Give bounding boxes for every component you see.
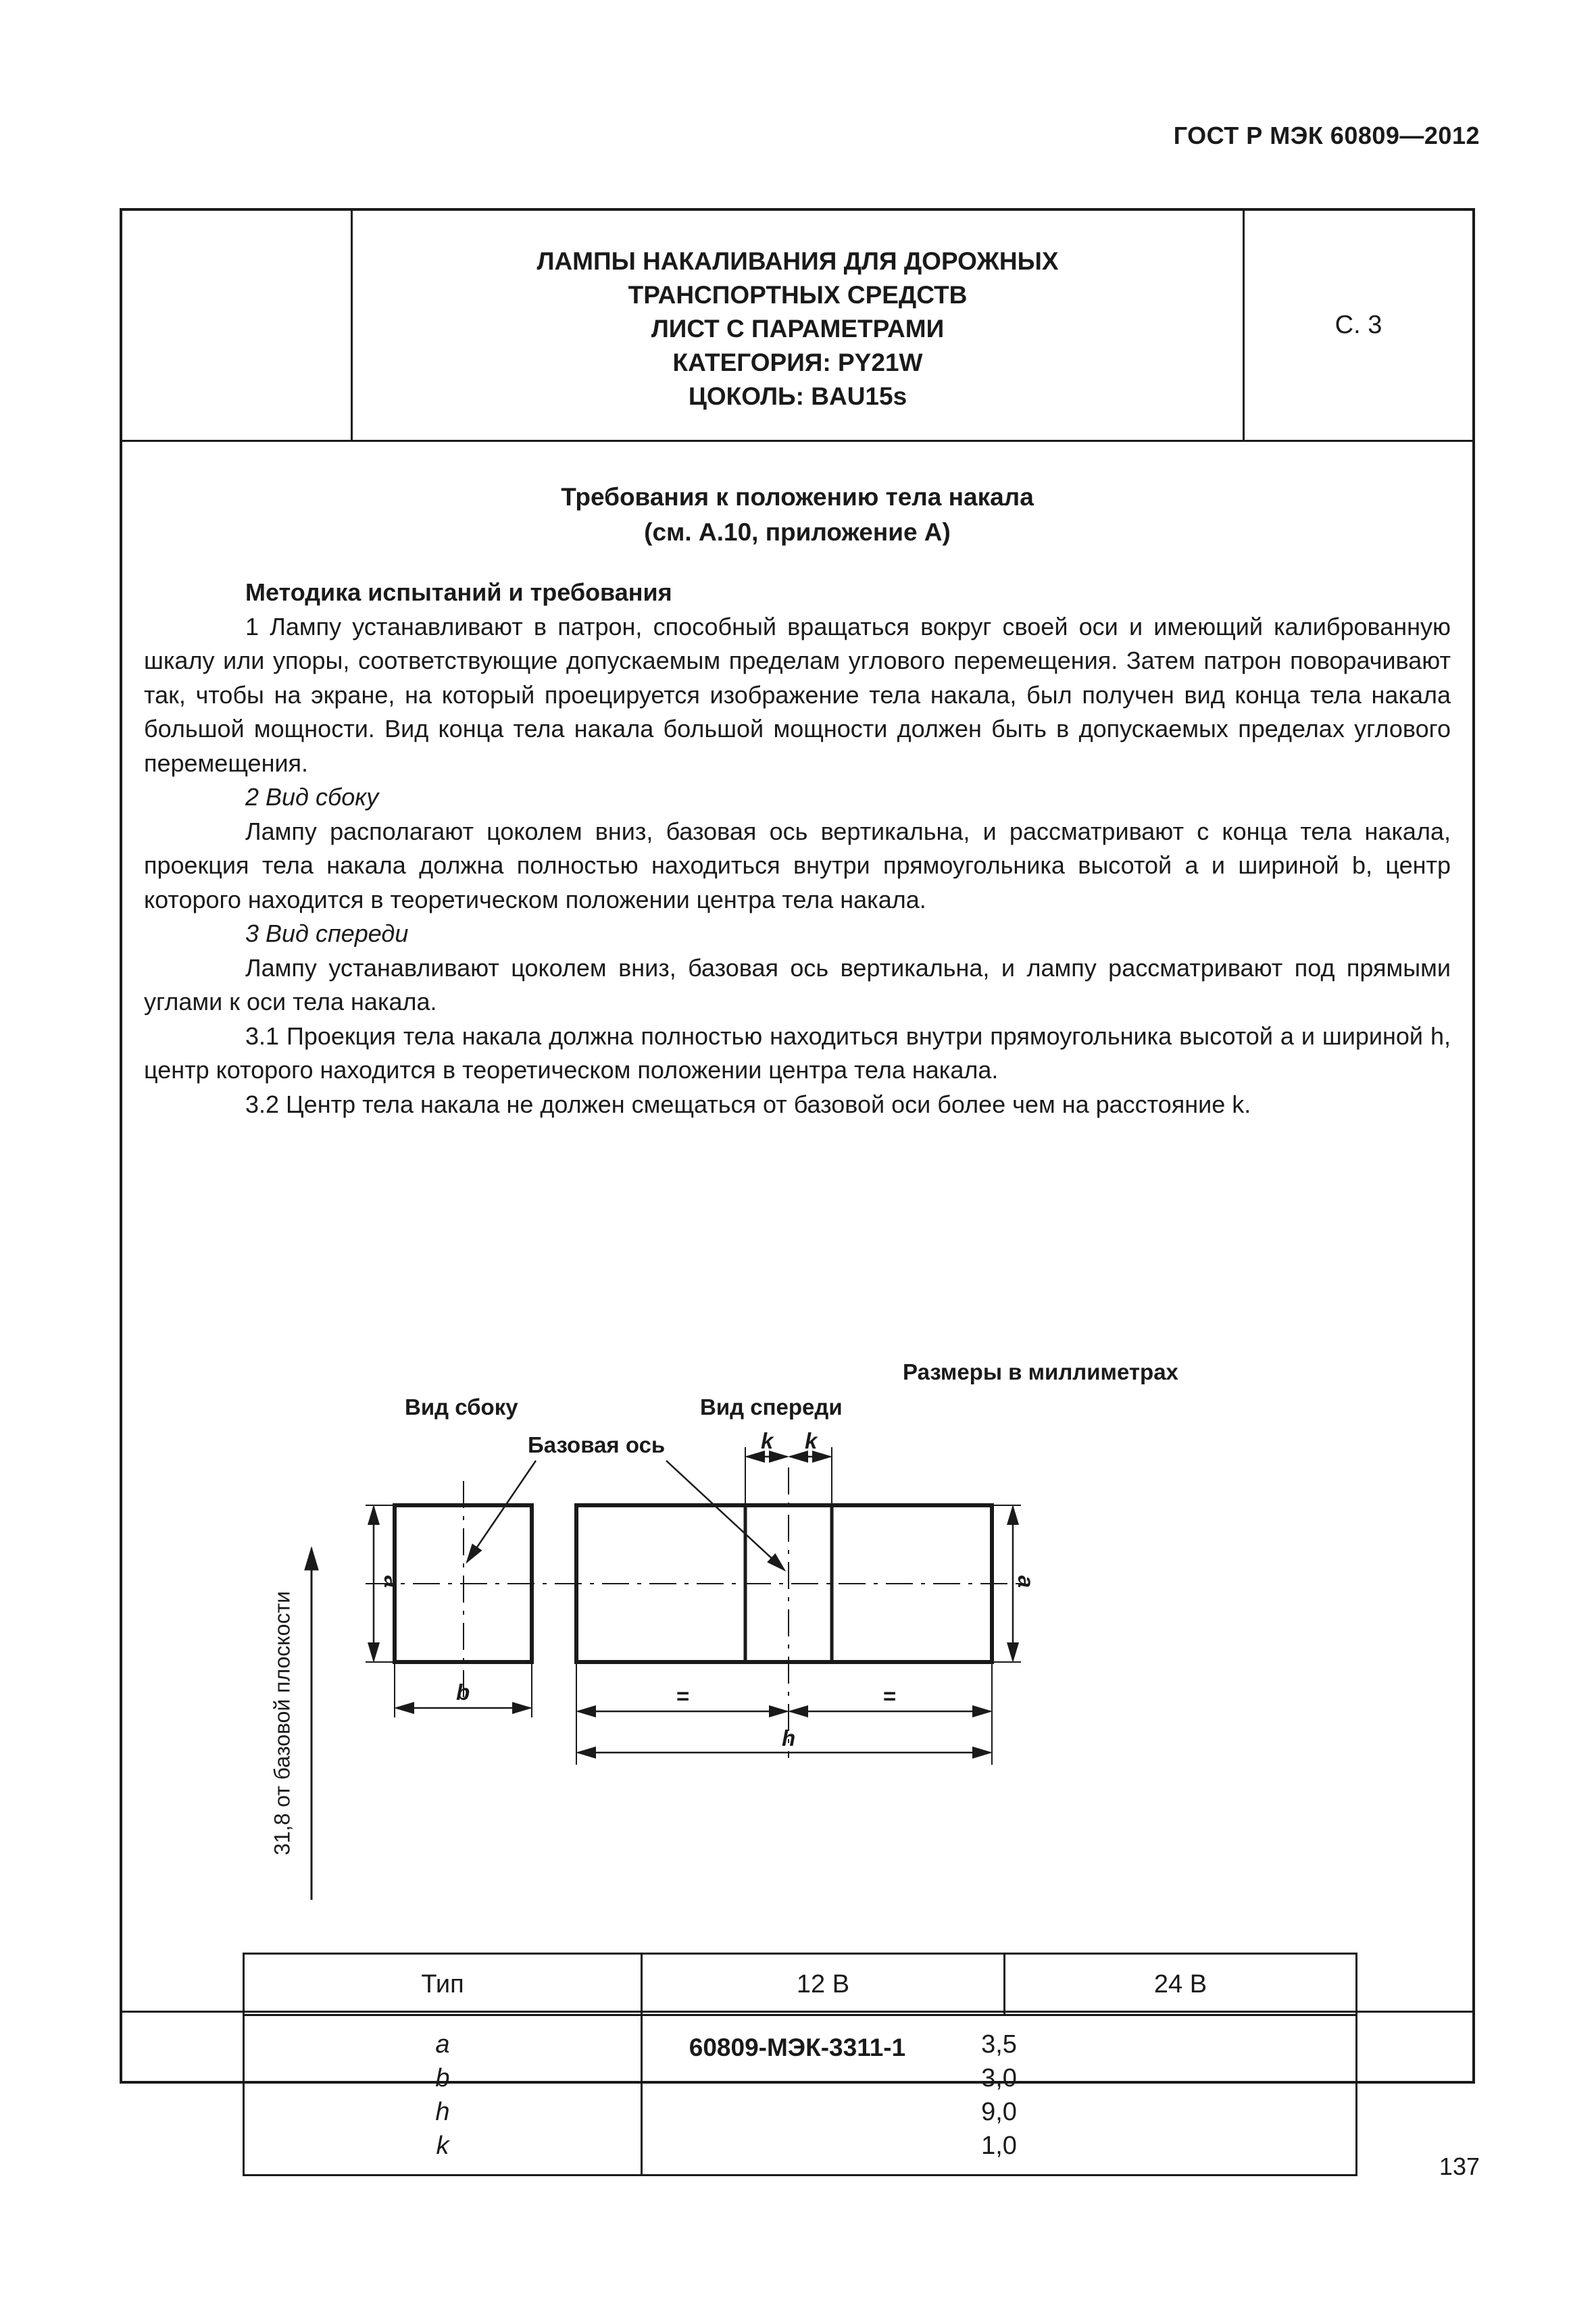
sheet-page-ref: С. 3 — [1335, 311, 1382, 339]
paragraph-3-2: 3.2 Центр тела накала не должен смещаться от базовой оси более чем на расстояние k. — [245, 1090, 1251, 1118]
side-view-label: Вид сбоку — [405, 1394, 518, 1419]
sheet-title — [353, 245, 1243, 413]
standard-number: ГОСТ Р МЭК 60809—2012 — [1173, 122, 1480, 149]
section-title-line-2: (см. А.10, приложение А) — [644, 518, 951, 546]
title-line-4: КАТЕГОРИЯ: PY21W — [672, 349, 923, 376]
side-view-heading: 2 Вид сбоку — [245, 783, 379, 811]
base-plane-note: 31,8 от базовой плоскости — [270, 1591, 295, 1855]
section-title — [122, 480, 1472, 550]
paragraph-3-1: 3.1 Проекция тела накала должна полностью находиться внутри прямоугольника высотой a и шириной h, центр которого находится в теоретическом положении центра тела накала. — [144, 1022, 1451, 1084]
page-number: 137 — [1439, 2153, 1480, 2180]
paragraph-1: 1 Лампу устанавливают в патрон, способный вращаться вокруг своей оси и имеющий калиброванную шкалу или упоры, соответствующие допускаемым пределам углового перемещения. Затем патрон поворачивают так, чтобы на экране, на который проецируется изображение тела накала, был получен вид конца тела накала большой мощности. Вид конца тела накала большой мощности должен быть в допускаемых пределах углового перемещения. — [144, 612, 1451, 777]
header-24v: 24 В — [1005, 1954, 1357, 2015]
b-label: b — [456, 1680, 470, 1705]
base-axis-leader-front — [666, 1461, 784, 1570]
units-note: Размеры в миллиметрах — [903, 1359, 1178, 1384]
requirements-text — [144, 576, 1451, 1122]
header-page-cell — [1243, 211, 1472, 440]
paragraph-3: Лампу устанавливают цоколем вниз, базовая ось вертикальна, и лампу рассматривают под прямыми углами к оси тела накала. — [144, 953, 1451, 1015]
header-type: Тип — [244, 1954, 642, 2015]
param-h: h — [435, 2098, 450, 2126]
k-label-left: k — [761, 1428, 774, 1453]
title-line-2: ТРАНСПОРТНЫХ СРЕДСТВ — [628, 281, 968, 309]
filament-position-diagram — [270, 1359, 1339, 1934]
equal-label-left: = — [676, 1684, 690, 1709]
header-12v: 12 В — [642, 1954, 1005, 2015]
title-line-3: ЛИСТ С ПАРАМЕТРАМИ — [651, 315, 945, 343]
value-h: 9,0 — [981, 2098, 1017, 2126]
parameter-sheet-frame — [120, 208, 1475, 2160]
method-heading: Методика испытаний и требования — [245, 578, 672, 606]
value-a: 3,5 — [981, 2030, 1017, 2059]
value-k: 1,0 — [981, 2132, 1017, 2160]
param-k: k — [436, 2132, 449, 2160]
sheet-header — [122, 211, 1472, 442]
front-view-heading: 3 Вид спереди — [245, 920, 409, 947]
param-b: b — [435, 2064, 450, 2092]
header-blank-cell — [122, 211, 353, 440]
title-line-5: ЦОКОЛЬ: BAU15s — [688, 382, 907, 410]
table-header-row — [244, 1954, 1357, 2015]
title-line-1: ЛАМПЫ НАКАЛИВАНИЯ ДЛЯ ДОРОЖНЫХ — [537, 247, 1059, 275]
section-title-line-1: Требования к положению тела накала — [561, 483, 1034, 511]
value-b: 3,0 — [981, 2064, 1017, 2092]
sheet-code: 60809-МЭК-3311-1 — [122, 2011, 1472, 2081]
h-label: h — [782, 1726, 796, 1751]
front-view-label: Вид спереди — [700, 1394, 843, 1419]
base-axis-label: Базовая ось — [528, 1432, 666, 1457]
a-label-side: a — [380, 1575, 405, 1588]
equal-label-right: = — [883, 1684, 897, 1709]
a-label-front: a — [1014, 1575, 1039, 1588]
param-a: a — [435, 2030, 450, 2059]
k-label-right: k — [805, 1428, 818, 1453]
paragraph-2: Лампу располагают цоколем вниз, базовая ось вертикальна, и рассматривают с конца тела накала, проекция тела накала должна полностью находиться внутри прямоугольника высотой a и шириной b, центр которого находится в теоретическом положении центра тела накала. — [144, 817, 1451, 913]
base-axis-leader-side — [467, 1461, 536, 1562]
